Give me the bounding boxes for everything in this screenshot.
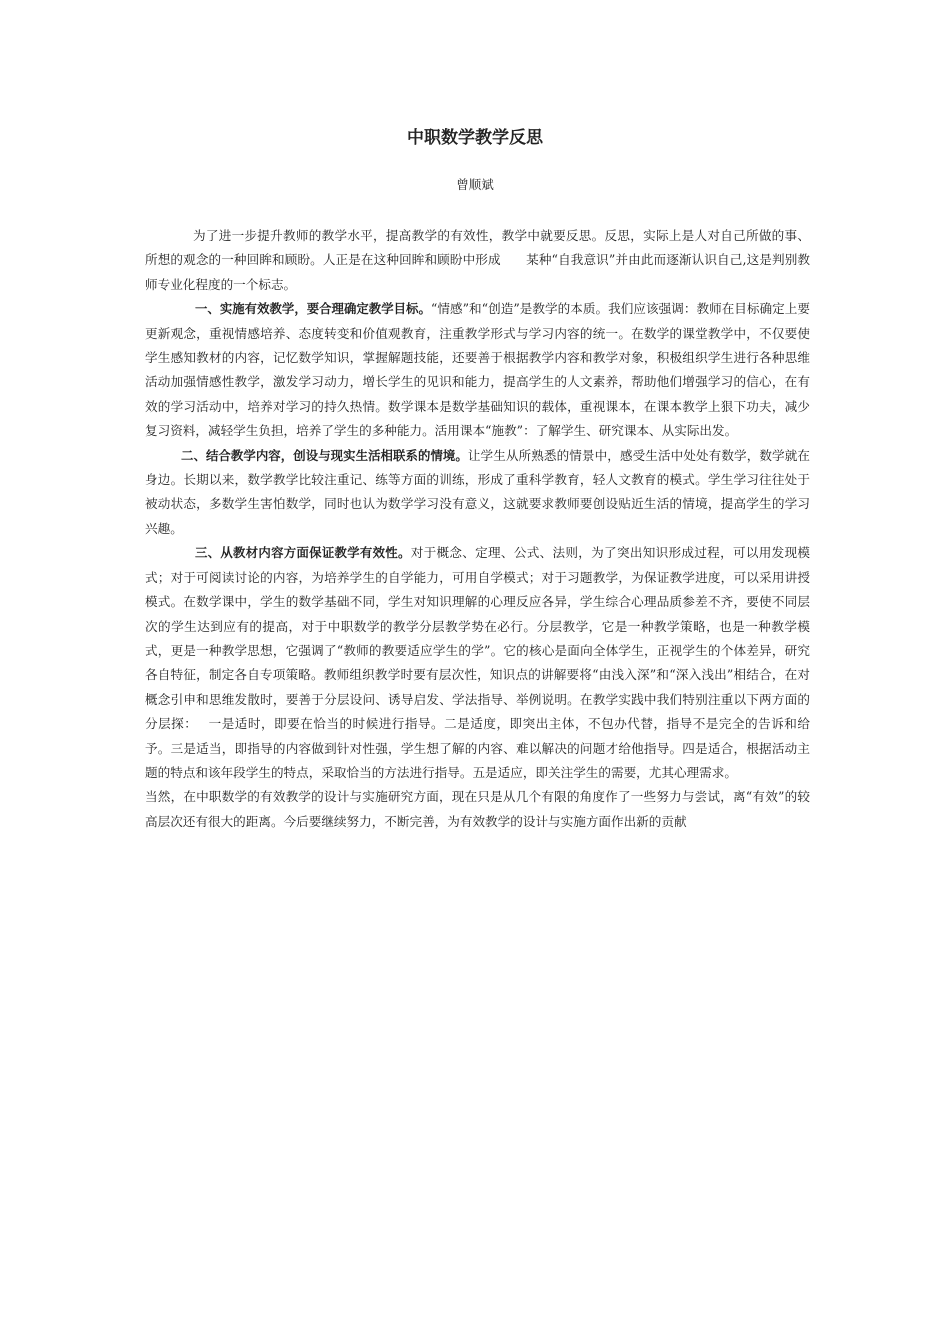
document-body bbox=[145, 224, 810, 834]
section-paragraph-3 bbox=[145, 541, 810, 785]
document-author: 曾顺斌 bbox=[456, 177, 494, 192]
section-text-2: 让学生从所熟悉的情景中，感受生活中处处有数学，数学就在身边。长期以来，数学教学比较注重记、练等方面的训练，形成了重科学教育，轻人文教育的模式。学生学习往往处于被动状态，多数学生害怕数学，同时也认为数学学习没有意义，这就要求教师要创设贴近生活的情境，提高学生的学习兴趣。 bbox=[145, 447, 811, 536]
section-paragraph-2 bbox=[145, 444, 810, 542]
section-text-3: 对于概念、定理、公式、法则，为了突出知识形成过程，可以用发现模式；对于可阅读讨论的内容，为培养学生的自学能力，可用自学模式；对于习题教学，为保证教学进度，可以采用讲授模式。在数学课中，学生的数学基础不同，学生对知识理解的心理反应各异，学生综合心理品质参差不齐，要使不同层次的学生达到应有的提高，对于中职数学的教学分层教学势在必行。分层教学，它是一种教学策略，也是一种教学模式，更是一种教学思想，它强调了“教师的教要适应学生的学”。它的核心是面向全体学生，正视学生的个体差异，研究各自特征，制定各自专项策略。教师组织教学时要有层次性，知识点的讲解要将“由浅入深”和“深入浅出”相结合，在对概念引申和思维发散时，要善于分层设问、诱导启发、学法指导、举例说明。在教学实践中我们特别注重以下两方面的分层探： 一是适时，即要在恰当的时候进行指导。二是适度，即突出主体，不包办代替，指导不是完全的告诉和给予。三是适当，即指导的内容做到针对性强，学生想了解的内容、难以解决的问题才给他指导。四是适合，根据活动主题的特点和该年段学生的特点，采取恰当的方法进行指导。五是适应，即关注学生的需要，尤其心理需求。 bbox=[145, 545, 810, 780]
conclusion-paragraph: 当然，在中职数学的有效教学的设计与实施研究方面，现在只是从几个有限的角度作了一些努力与尝试，离“有效”的较高层次还有很大的距离。今后要继续努力，不断完善，为有效教学的设计与实施方面作出新的贡献 bbox=[145, 789, 810, 829]
section-heading-3: 三、从教材内容方面保证教学有效性。 bbox=[195, 545, 411, 561]
document-title: 中职数学教学反思 bbox=[407, 128, 543, 148]
section-heading-2: 二、结合教学内容，创设与现实生活相联系的情境。 bbox=[181, 447, 468, 463]
section-heading-1: 一、实施有效教学，要合理确定教学目标。 bbox=[195, 301, 431, 317]
intro-paragraph: 为了进一步提升教师的教学水平，提高教学的有效性，教学中就要反思。反思，实际上是人对自己所做的事、所想的观念的一种回眸和顾盼。人正是在这种回眸和顾盼中形成 某种“自我意识”并由此而逐渐认识自己,这是判别教师专业化程度的一个标志。 bbox=[145, 228, 810, 292]
section-paragraph-1 bbox=[145, 297, 810, 443]
section-text-1: “情感”和“创造”是教学的本质。我们应该强调：教师在目标确定上要更新观念，重视情感培养、态度转变和价值观教育，注重教学形式与学习内容的统一。在数学的课堂教学中，不仅要使学生感知教材的内容，记忆数学知识，掌握解题技能，还要善于根据教学内容和教学对象，积极组织学生进行各种思维活动加强情感性教学，激发学习动力，增长学生的见识和能力，提高学生的人文素养，帮助他们增强学习的信心，在有效的学习活动中，培养对学习的持久热情。数学课本是数学基础知识的载体，重视课本，在课本教学上狠下功夫，减少复习资料，减轻学生负担，培养了学生的多种能力。活用课本“施教”：了解学生、研究课本、从实际出发。 bbox=[145, 301, 810, 439]
